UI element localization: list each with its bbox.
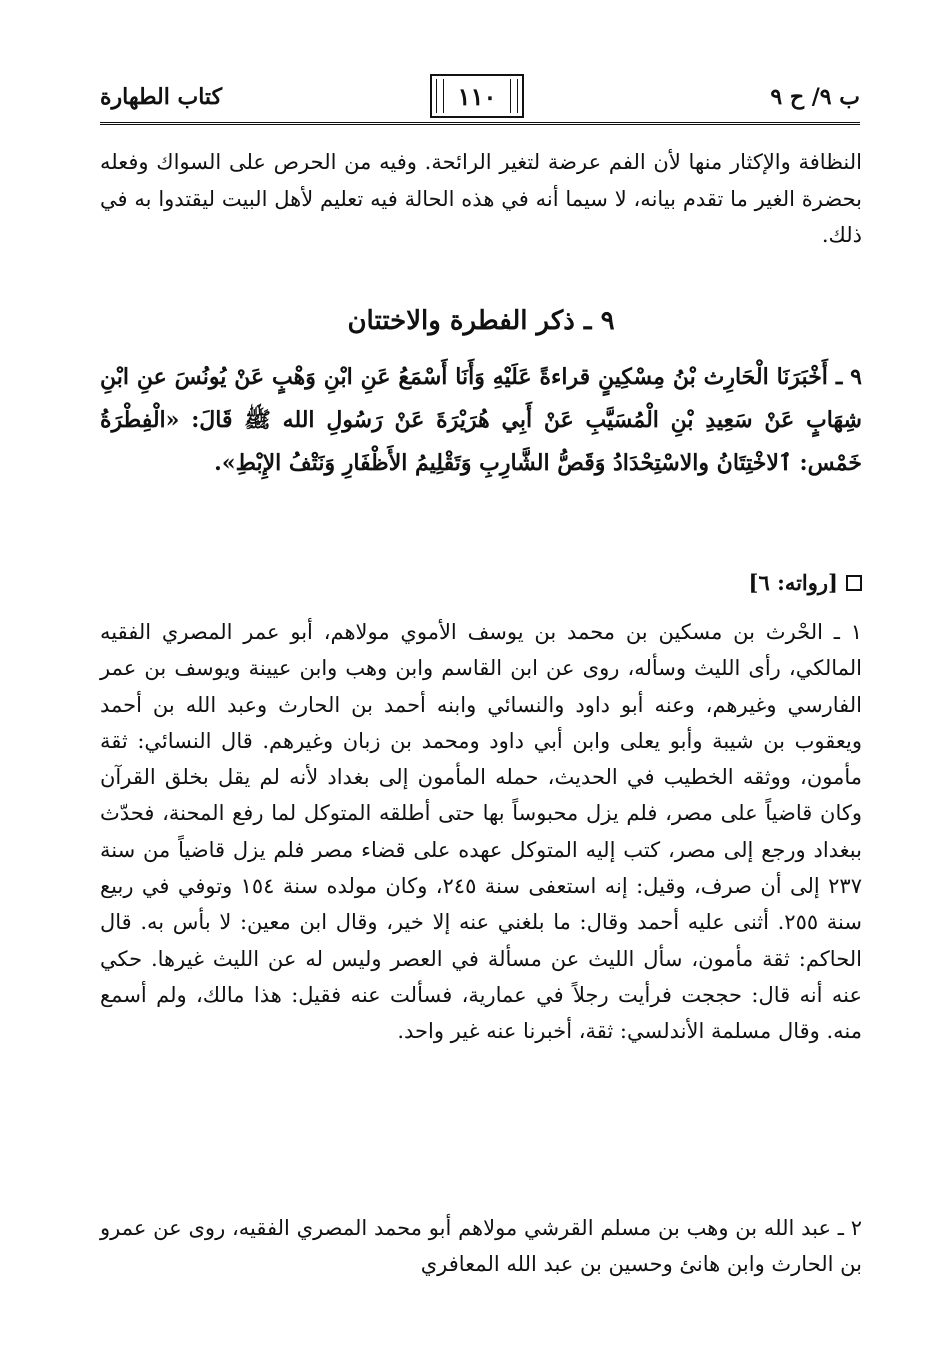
narrator-bio-1	[100, 614, 862, 1050]
square-bullet-icon	[846, 575, 862, 591]
narrator-bio-1-text: ١ ـ الحْرث بن مسكين بن محمد بن يوسف الأموي مولاهم، أبو عمر المصري الفقيه المالكي، رأى الليث وسأله، روى عن ابن القاسم وابن وهب وابن عيينة ويوسف بن عمر الفارسي وغيرهم، وعنه أبو داود والنسائي وابنه أحمد بن الحارث وعبد الله بن أحمد ويعقوب بن شيبة وأبو يعلى وابن أبي داود ومحمد بن زبان وغيرهم. قال النسائي: ثقة مأمون، ووثقه الخطيب في الحديث، حمله المأمون إلى بغداد لأنه لم يقل بخلق القرآن وكان قاضياً على مصر، فلم يزل محبوساً بها حتى أطلقه المتوكل لما رفع المحنة، فحدّث ببغداد ورجع إلى مصر، كتب إليه المتوكل عهده على قضاء مصر فلم يزل قاضياً من سنة ٢٣٧ إلى أن صرف، وقيل: إنه استعفى سنة ٢٤٥، وكان مولده سنة ١٥٤ وتوفي في ربيع سنة ٢٥٥. أثنى عليه أحمد وقال: ما بلغني عنه إلا خير، وقال ابن معين: لا بأس به. قال الحاكم: ثقة مأمون، سأل الليث عن مسألة في العصر وليس له عن الليث غيرها. حكي عنه أنه قال: حججت فرأيت رجلاً في عمارية، فسألت عنه فقيل: هذا مالك، ولم أسمع منه. وقال مسلمة الأندلسي: ثقة، أخبرنا عنه غير واحد.	[100, 620, 862, 1044]
chapter-title: ٩ ـ ذكر الفطرة والاختتان	[347, 306, 615, 336]
page-number-box	[430, 74, 524, 118]
narrators-heading-text: [رواته: ٦]	[748, 570, 838, 595]
header-divider	[100, 122, 860, 125]
intro-text: النظافة والإكثار منها لأن الفم عرضة لتغير الرائحة. وفيه من الحرص على السواك وفعله بحضرة الغير ما تقدم بيانه، لا سيما أنه في هذه الحالة فيه تعليم لأهل البيت ليقتدوا به في ذلك.	[100, 150, 862, 247]
page-number: ١١٠	[457, 81, 497, 111]
chapter-reference: ب ٩/ ح ٩	[770, 84, 860, 110]
page-header	[100, 74, 860, 126]
narrators-heading	[100, 570, 862, 595]
narrator-bio-2	[100, 1210, 862, 1283]
intro-paragraph	[100, 144, 862, 254]
narrator-bio-2-text: ٢ ـ عبد الله بن وهب بن مسلم القرشي مولاهم أبو محمد المصري الفقيه، روى عن عمرو بن الحارث وابن هانئ وحسين بن عبد الله المعافري	[100, 1216, 862, 1277]
hadith-text: ٩ ـ أَخْبَرَنَا الْحَارِث بْنُ مِسْكِينٍ قراءةً عَلَيْهِ وَأَنَا أَسْمَعُ عَنِ ابْنِ وَهْبٍ عَنْ يُونُسَ عنِ ابْنِ شِهَابٍ عَنْ سَعِيدِ بْنِ الْمُسَيَّبِ عَنْ أَبِي هُرَيْرَةَ عَنْ رَسُولِ الله ﷺ قَالَ: «الْفِطْرَةُ خَمْس: ٱلاخْتِتَانُ والاسْتِحْدَادُ وَقَصُّ الشَّارِبِ وَتَقْلِيمُ الأَظْفَارِ وَنَتْفُ الإِبْطِ».	[100, 364, 862, 476]
book-title: كتاب الطهارة	[100, 84, 223, 110]
hadith-block	[100, 356, 862, 485]
